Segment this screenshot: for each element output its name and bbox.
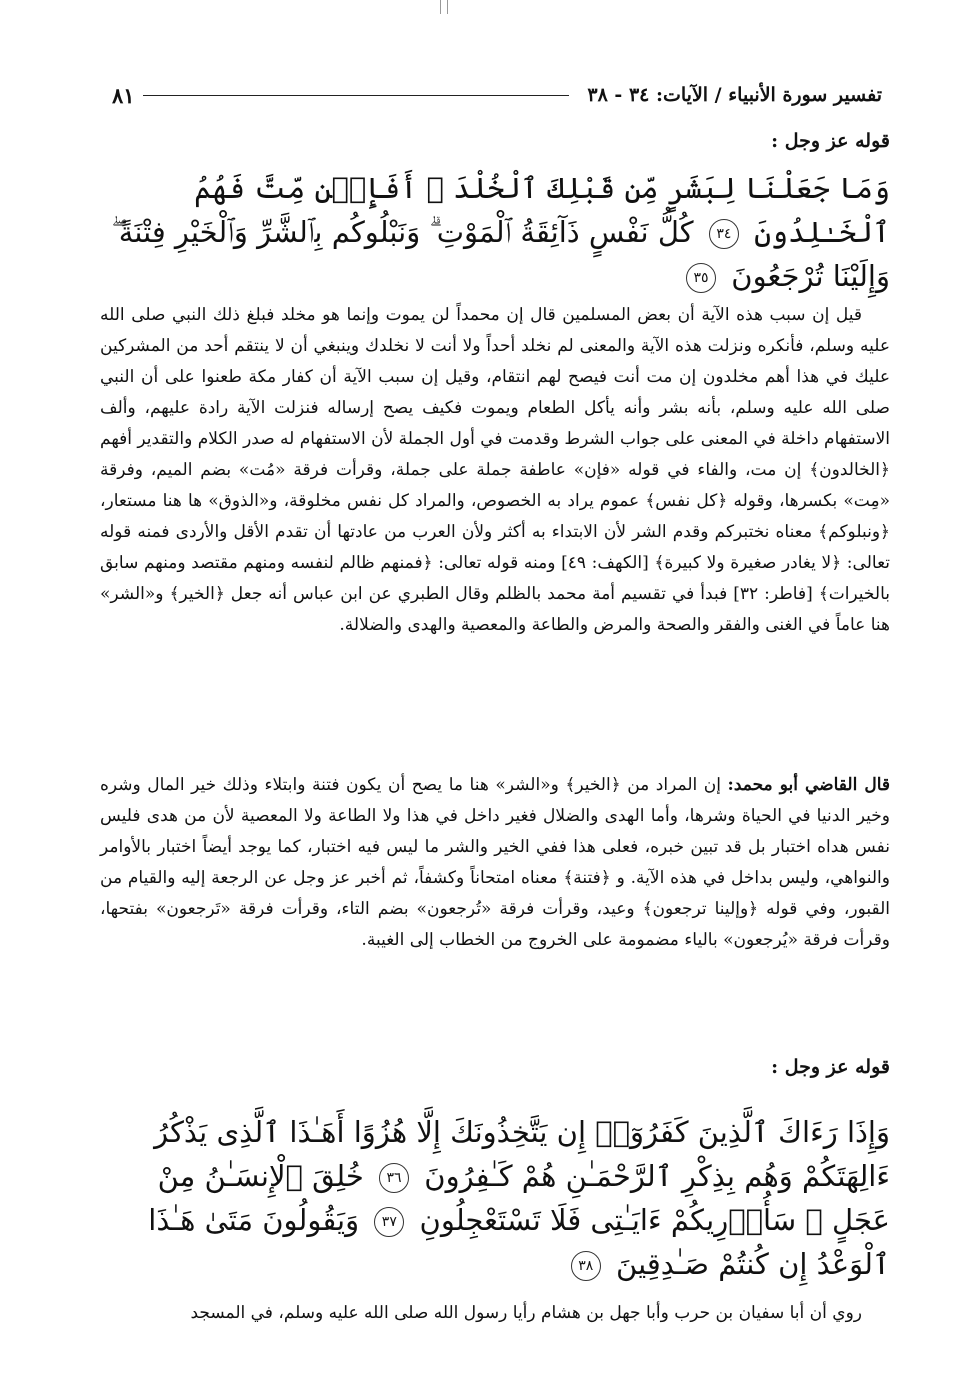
verse-34-number: ٣٤ [709, 219, 739, 249]
header-rule [143, 95, 570, 96]
verse-35-number: ٣٥ [686, 263, 716, 293]
commentary-1 [100, 300, 890, 641]
commentary-2-paragraph: إن المراد من ﴿الخير﴾ و«الشر» هنا ما يصح أن يكون فتنة وابتلاء وذلك خير المال وشره وخير الدنيا في الحياة وشرها، وأما الهدى والضلال فغير داخل في هذا ولا الطاعة ولا المعصية لأن من هدى فليس نفس هداه اختبار بل قد تبين خبره، فعلى هذا ففي الخير والشر ما ليس فيه اختبار، كما يوجد أيضاً اختبار بالأوامر والنواهي، وليس بداخل في هذه الآية. و ﴿فتنة﴾ معناه امتحاناً وكشفاً، ثم أخبر عز وجل عن الرجعة إليه والقيام من القبور، وفي قوله ﴿وإلينا ترجعون﴾ وعيد، وقرأت فرقة «تُرجعون» بضم التاء، وقرأت فرقة «تَرجعون» بفتحها، وقرأت فرقة «يُرجعون» بالياء مضمومة على الخروج من الخطاب إلى الغيبة. [100, 775, 890, 950]
verse-37-number: ٣٧ [374, 1207, 404, 1237]
section2-lead: قوله عز وجل : [771, 1056, 890, 1078]
commentary-2-speaker: قال القاضي أبو محمد: [727, 775, 891, 795]
binding-mark [440, 0, 448, 14]
header-title: تفسير سورة الأنبياء / الآيات: ٣٤ - ٣٨ [587, 84, 882, 106]
verse-block-1 [100, 166, 890, 298]
verse-37-text: خُلِقَ ٱلْإِنسَـٰنُ مِنْ عَجَلٍ ۚ سَأُو۟رِيكُمْ ءَايَـٰتِى فَلَا تَسْتَعْجِلُونِ [157, 1159, 890, 1237]
commentary-3-paragraph: روي أن أبا سفيان بن حرب وأبا جهل بن هشام رأيا رسول الله صلى الله عليه وسلم، في المسجد [190, 1303, 862, 1323]
verse-36-number: ٣٦ [379, 1163, 409, 1193]
verse-block-2 [100, 1110, 890, 1286]
page-number: ٨١ [112, 82, 135, 108]
commentary-1-paragraph: قيل إن سبب هذه الآية أن بعض المسلمين قال إن محمداً لن يموت وإنما هو مخلد فبلغ ذلك النبي صلى الله عليه وسلم، فأنكره ونزلت هذه الآية والمعنى لم نخلد أحداً ولا أنت لا نخلدك وينبغي أن لا ينتقم أحد من المشركين عليك في هذا أهم مخلدون إن مت أنت فيصح لهم انتقام، وقيل إن سبب الآية أن كفار مكة طعنوا على أن النبي صلى الله عليه وسلم، بأنه بشر وأنه يأكل الطعام ويموت فكيف يصح إرساله فنزلت الآية رادة عليهم، وألف الاستفهام داخلة في المعنى على جواب الشرط وقدمت في أول الجملة لأن الاستفهام له صدر الكلام والتقدير أفهم ﴿الخالدون﴾ إن مت، والفاء في قوله «فإن» عاطفة جملة على جملة، وقرأت فرقة «مُت» بضم الميم، وفرقة «مِت» بكسرها، وقوله ﴿كل نفس﴾ عموم يراد به الخصوص، والمراد كل نفس مخلوقة، و«الذوق» ها هنا مستعار، ﴿ونبلوكم﴾ معناه نختبركم وقدم الشر لأن الابتداء به أكثر ولأن العرب من عادتها أن تقدم الأقل والأردى فمنه قوله تعالى: ﴿لا يغادر صغيرة ولا كبيرة﴾ [الكهف: ٤٩] ومنه قوله تعالى: ﴿فمنهم ظالم لنفسه ومنهم مقتصد ومنهم سابق بالخيرات﴾ [فاطر: ٣٢] فبدأ في تقسيم أمة محمد بالظلم وقال الطبري عن ابن عباس أنه جعل ﴿الخير﴾ و«الشر» هنا عاماً في الغنى والفقر والصحة والمرض والطاعة والمعصية والهدى والضلالة. [100, 305, 891, 635]
verse-38-text: وَيَقُولُونَ مَتَىٰ هَـٰذَا ٱلْوَعْدُ إِن كُنتُمْ صَـٰدِقِينَ [148, 1203, 890, 1281]
verse-34-text: وَمَا جَعَلْنَا لِبَشَرٍ مِّن قَبْلِكَ ٱلْخُلْدَ ۖ أَفَإِي۟ن مِّتَّ فَهُمُ ٱلْخَـٰلِدُونَ [194, 171, 890, 249]
verse-38-number: ٣٨ [571, 1251, 601, 1281]
commentary-2 [100, 770, 890, 956]
section1-lead: قوله عز وجل : [771, 130, 890, 152]
commentary-3 [100, 1298, 890, 1329]
running-header [112, 80, 882, 110]
verse-36-text: وَإِذَا رَءَاكَ ٱلَّذِينَ كَفَرُوٓا۟ إِن يَتَّخِذُونَكَ إِلَّا هُزُوًا أَهَـٰذَا ٱلَّذِى يَذْكُرُ ءَالِهَتَكُمْ وَهُم بِذِكْرِ ٱلرَّحْمَـٰنِ هُمْ كَـٰفِرُونَ [154, 1115, 890, 1193]
verse-35-text: كُلُّ نَفْسٍ ذَآئِقَةُ ٱلْمَوْتِ ۗ وَنَبْلُوكُم بِٱلشَّرِّ وَٱلْخَيْرِ فِتْنَةً ۖ وَإِلَيْنَا تُرْجَعُونَ [111, 215, 890, 293]
